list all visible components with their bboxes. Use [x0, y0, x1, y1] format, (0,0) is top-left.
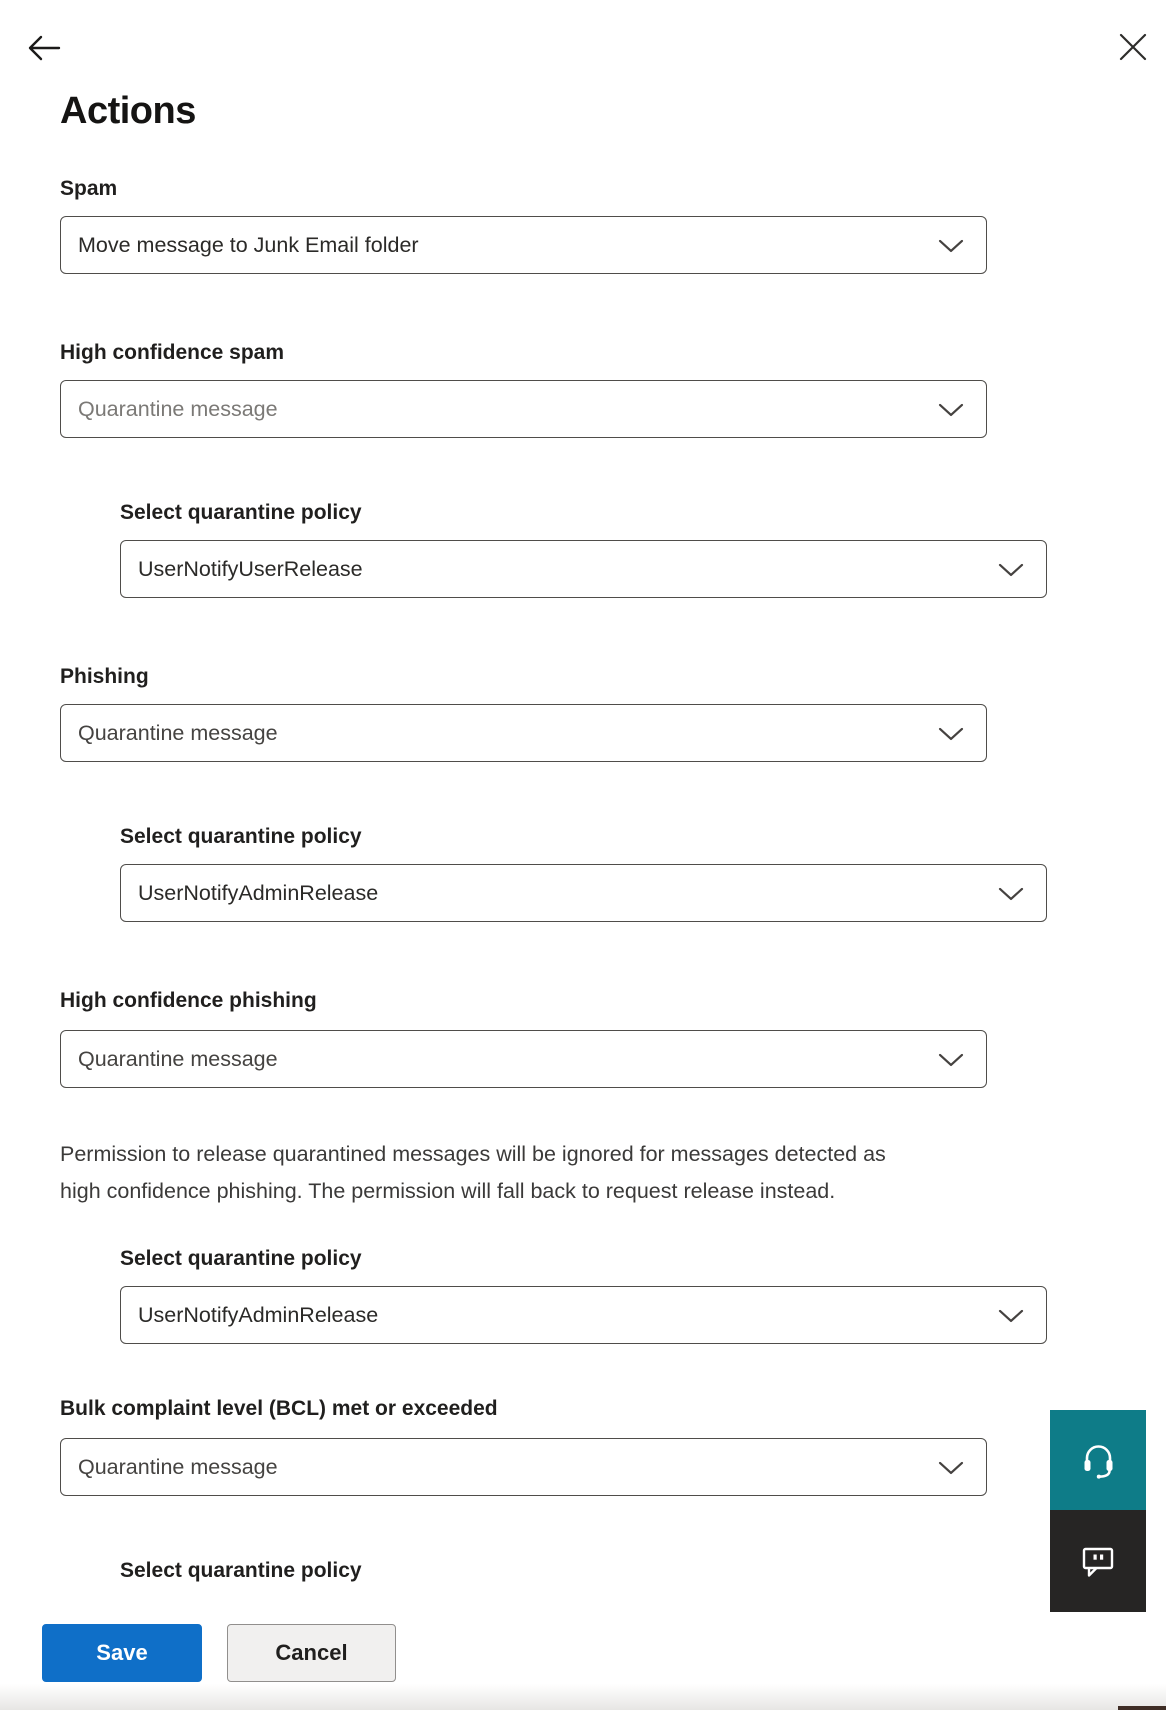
high-confidence-phishing-action-dropdown[interactable]: [60, 1030, 987, 1088]
spam-action-value: Move message to Junk Email folder: [78, 233, 419, 257]
page-title: Actions: [60, 90, 196, 132]
close-button[interactable]: [1112, 26, 1154, 68]
back-button[interactable]: [24, 28, 64, 68]
phishing-action-dropdown[interactable]: [60, 704, 987, 762]
save-button[interactable]: Save: [42, 1624, 202, 1682]
note-line-2: high confidence phishing. The permission will fall back to request release instead.: [60, 1179, 836, 1203]
phishing-quarantine-policy-dropdown[interactable]: [120, 864, 1047, 922]
hcs-quarantine-policy-label: Select quarantine policy: [120, 501, 362, 524]
headset-icon: [1077, 1439, 1119, 1481]
feedback-button[interactable]: [1050, 1510, 1146, 1612]
bottom-corner-sliver: [1118, 1706, 1166, 1710]
spam-label: Spam: [60, 177, 118, 200]
chevron-down-icon: [938, 1461, 964, 1475]
high-confidence-spam-action-value: Quarantine message: [78, 397, 278, 421]
note-line-1: Permission to release quarantined messages will be ignored for messages detected as: [60, 1142, 886, 1166]
high-confidence-spam-label: High confidence spam: [60, 341, 285, 364]
hcp-quarantine-policy-value: UserNotifyAdminRelease: [138, 1303, 379, 1327]
bcl-quarantine-policy-label: Select quarantine policy: [120, 1559, 362, 1582]
chevron-down-icon: [998, 563, 1024, 577]
phishing-quarantine-policy-value: UserNotifyAdminRelease: [138, 881, 379, 905]
hcp-permission-note: [60, 1136, 1070, 1210]
chevron-down-icon: [938, 239, 964, 253]
phishing-quarantine-policy-label: Select quarantine policy: [120, 825, 362, 848]
chevron-down-icon: [998, 887, 1024, 901]
bottom-edge-strip: [0, 1684, 1166, 1710]
spam-action-dropdown[interactable]: [60, 216, 987, 274]
chevron-down-icon: [938, 403, 964, 417]
phishing-action-value: Quarantine message: [78, 721, 278, 745]
hcp-quarantine-policy-dropdown[interactable]: [120, 1286, 1047, 1344]
chevron-down-icon: [938, 727, 964, 741]
arrow-left-icon: [26, 32, 62, 64]
close-icon: [1118, 32, 1148, 62]
bcl-quarantine-policy-label-clipped: [120, 1556, 362, 1587]
high-confidence-phishing-label: High confidence phishing: [60, 989, 317, 1012]
bcl-action-value: Quarantine message: [78, 1455, 278, 1479]
hcs-quarantine-policy-dropdown[interactable]: [120, 540, 1047, 598]
high-confidence-spam-action-dropdown[interactable]: [60, 380, 987, 438]
chat-feedback-icon: [1077, 1540, 1119, 1582]
cancel-button[interactable]: Cancel: [227, 1624, 396, 1682]
help-button[interactable]: [1050, 1410, 1146, 1510]
hcp-quarantine-policy-label: Select quarantine policy: [120, 1247, 362, 1270]
chevron-down-icon: [938, 1053, 964, 1067]
high-confidence-phishing-action-value: Quarantine message: [78, 1047, 278, 1071]
phishing-label: Phishing: [60, 665, 149, 688]
bcl-action-dropdown[interactable]: [60, 1438, 987, 1496]
chevron-down-icon: [998, 1309, 1024, 1323]
hcs-quarantine-policy-value: UserNotifyUserRelease: [138, 557, 363, 581]
bcl-label: Bulk complaint level (BCL) met or exceeded: [60, 1397, 498, 1420]
